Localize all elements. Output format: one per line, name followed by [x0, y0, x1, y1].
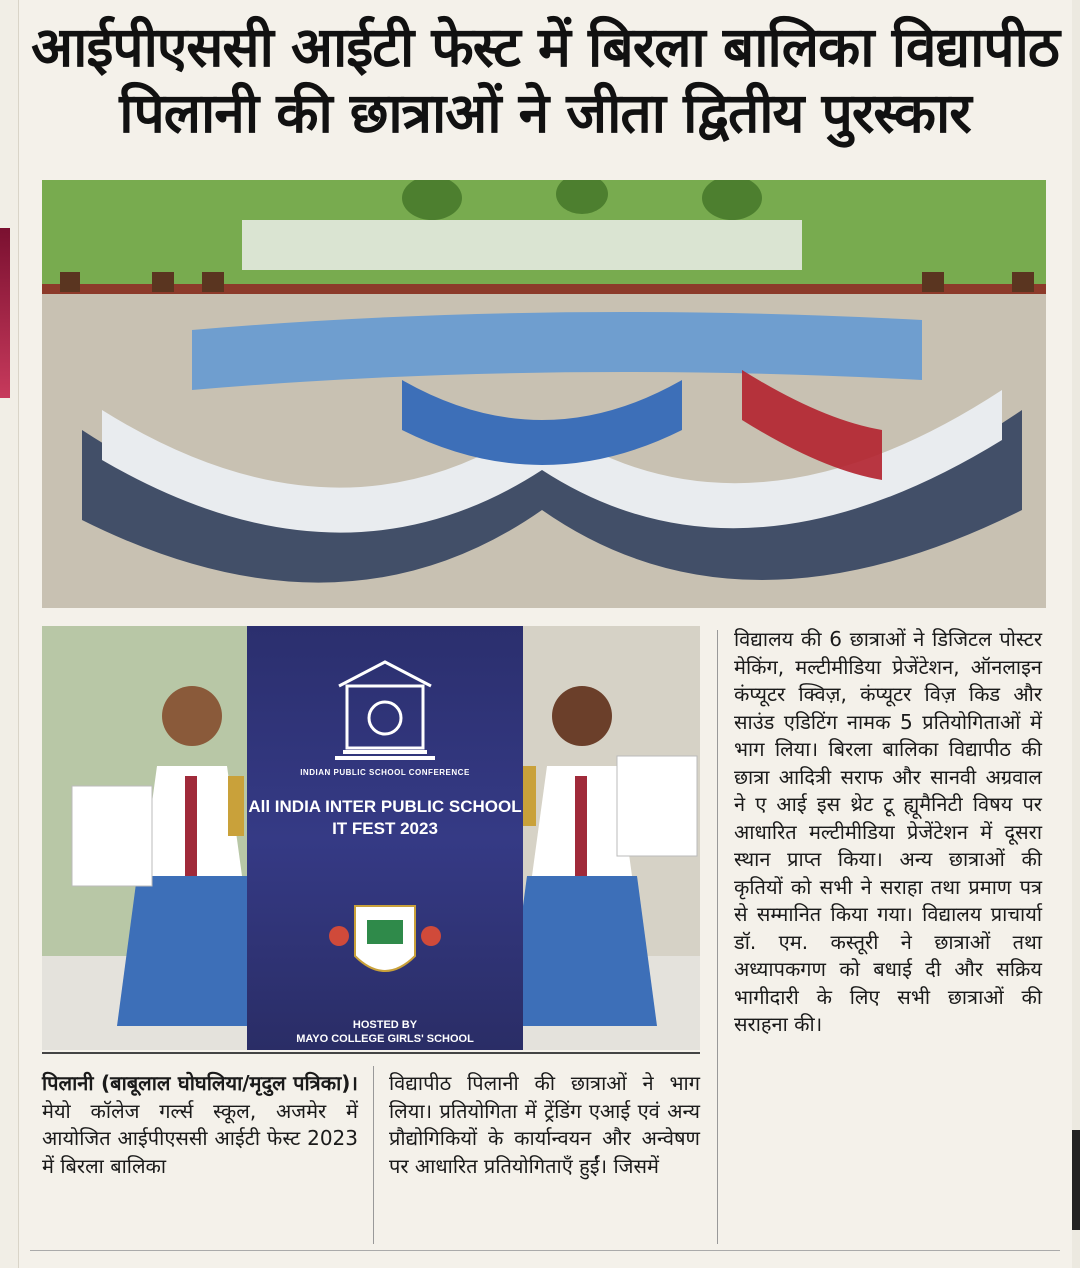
right-margin-clipping	[1072, 0, 1080, 1268]
article-column-1	[42, 1070, 358, 1180]
it-fest-banner	[247, 626, 523, 1050]
column-divider-1	[373, 1066, 374, 1244]
banner-hosted	[247, 1018, 523, 1046]
column-divider-2	[717, 630, 718, 1244]
event-photo	[42, 626, 700, 1050]
ipsc-logo-icon	[247, 626, 523, 766]
headline	[30, 14, 1060, 146]
article-col2-text: विद्यापीठ पिलानी की छात्राओं ने भाग लिया। प्रतियोगिता में ट्रेंडिंग एआई एवं अन्य प्रौद्योगिकियों के कार्यान्वयन और अन्वेषण पर आधारित प्रतियोगिताएँ हुईं। जिसमें	[389, 1071, 700, 1178]
banner-title-line-1: All INDIA INTER PUBLIC SCHOOL	[248, 797, 522, 816]
right-margin-block	[1072, 1130, 1080, 1230]
article-col3-text: विद्यालय की 6 छात्राओं ने डिजिटल पोस्टर मेकिंग, मल्टीमीडिया प्रेजेंटेशन, ऑनलाइन कंप्यूटर क्विज़, कंप्यूटर विज़ किड और साउंड एडिटिंग नामक 5 प्रतियोगिताओं में भाग लिया। बिरला बालिका विद्यापीठ की छात्रा आदित्री सराफ और सानवी अग्रवाल ने ए आई इस थ्रेट टू ह्यूमैनिटी विषय पर आधारित मल्टीमीडिया प्रेजेंटेशन में दूसरा स्थान प्राप्त किया। अन्य छात्राओं की कृतियों को सभी ने सराहा तथा प्रमाण पत्र से सम्मानित किया गया। विद्यालय प्राचार्या डॉ. एम. कस्तूरी ने छात्राओं तथा अध्यापकगण को बधाई दी और सक्रिय भागीदारी के लिए सभी छात्राओं की सराहना की।	[734, 627, 1042, 1036]
headline-line-2: पिलानी की छात्राओं ने जीता द्वितीय पुरस्कार	[119, 81, 971, 145]
article-dateline: पिलानी (बाबूलाल घोघलिया/मृदुल पत्रिका)।	[42, 1071, 358, 1095]
page-bottom-rule	[30, 1250, 1060, 1251]
banner-hosted-by: HOSTED BY	[352, 1019, 418, 1031]
banner-conference: INDIAN PUBLIC SCHOOL CONFERENCE	[300, 768, 470, 777]
banner-title-line-2: IT FEST 2023	[332, 819, 438, 838]
mayo-crest-icon	[247, 886, 523, 996]
left-margin-clipping	[0, 0, 19, 1268]
group-photo-illustration	[42, 180, 1046, 608]
banner-host: MAYO COLLEGE GIRLS' SCHOOL	[296, 1033, 474, 1045]
article-col1-text: मेयो कॉलेज गर्ल्स स्कूल, अजमेर में आयोजित आईपीएससी आईटी फेस्ट 2023 में बिरला बालिका	[42, 1098, 358, 1178]
left-color-strip	[0, 228, 10, 398]
article-column-3	[734, 626, 1042, 1039]
headline-line-1: आईपीएससी आईटी फेस्ट में बिरला बालिका विद्यापीठ	[31, 15, 1059, 79]
article-column-2	[389, 1070, 700, 1180]
photo-caption-rule	[42, 1052, 700, 1054]
banner-title	[247, 796, 523, 840]
group-photo	[42, 180, 1046, 608]
